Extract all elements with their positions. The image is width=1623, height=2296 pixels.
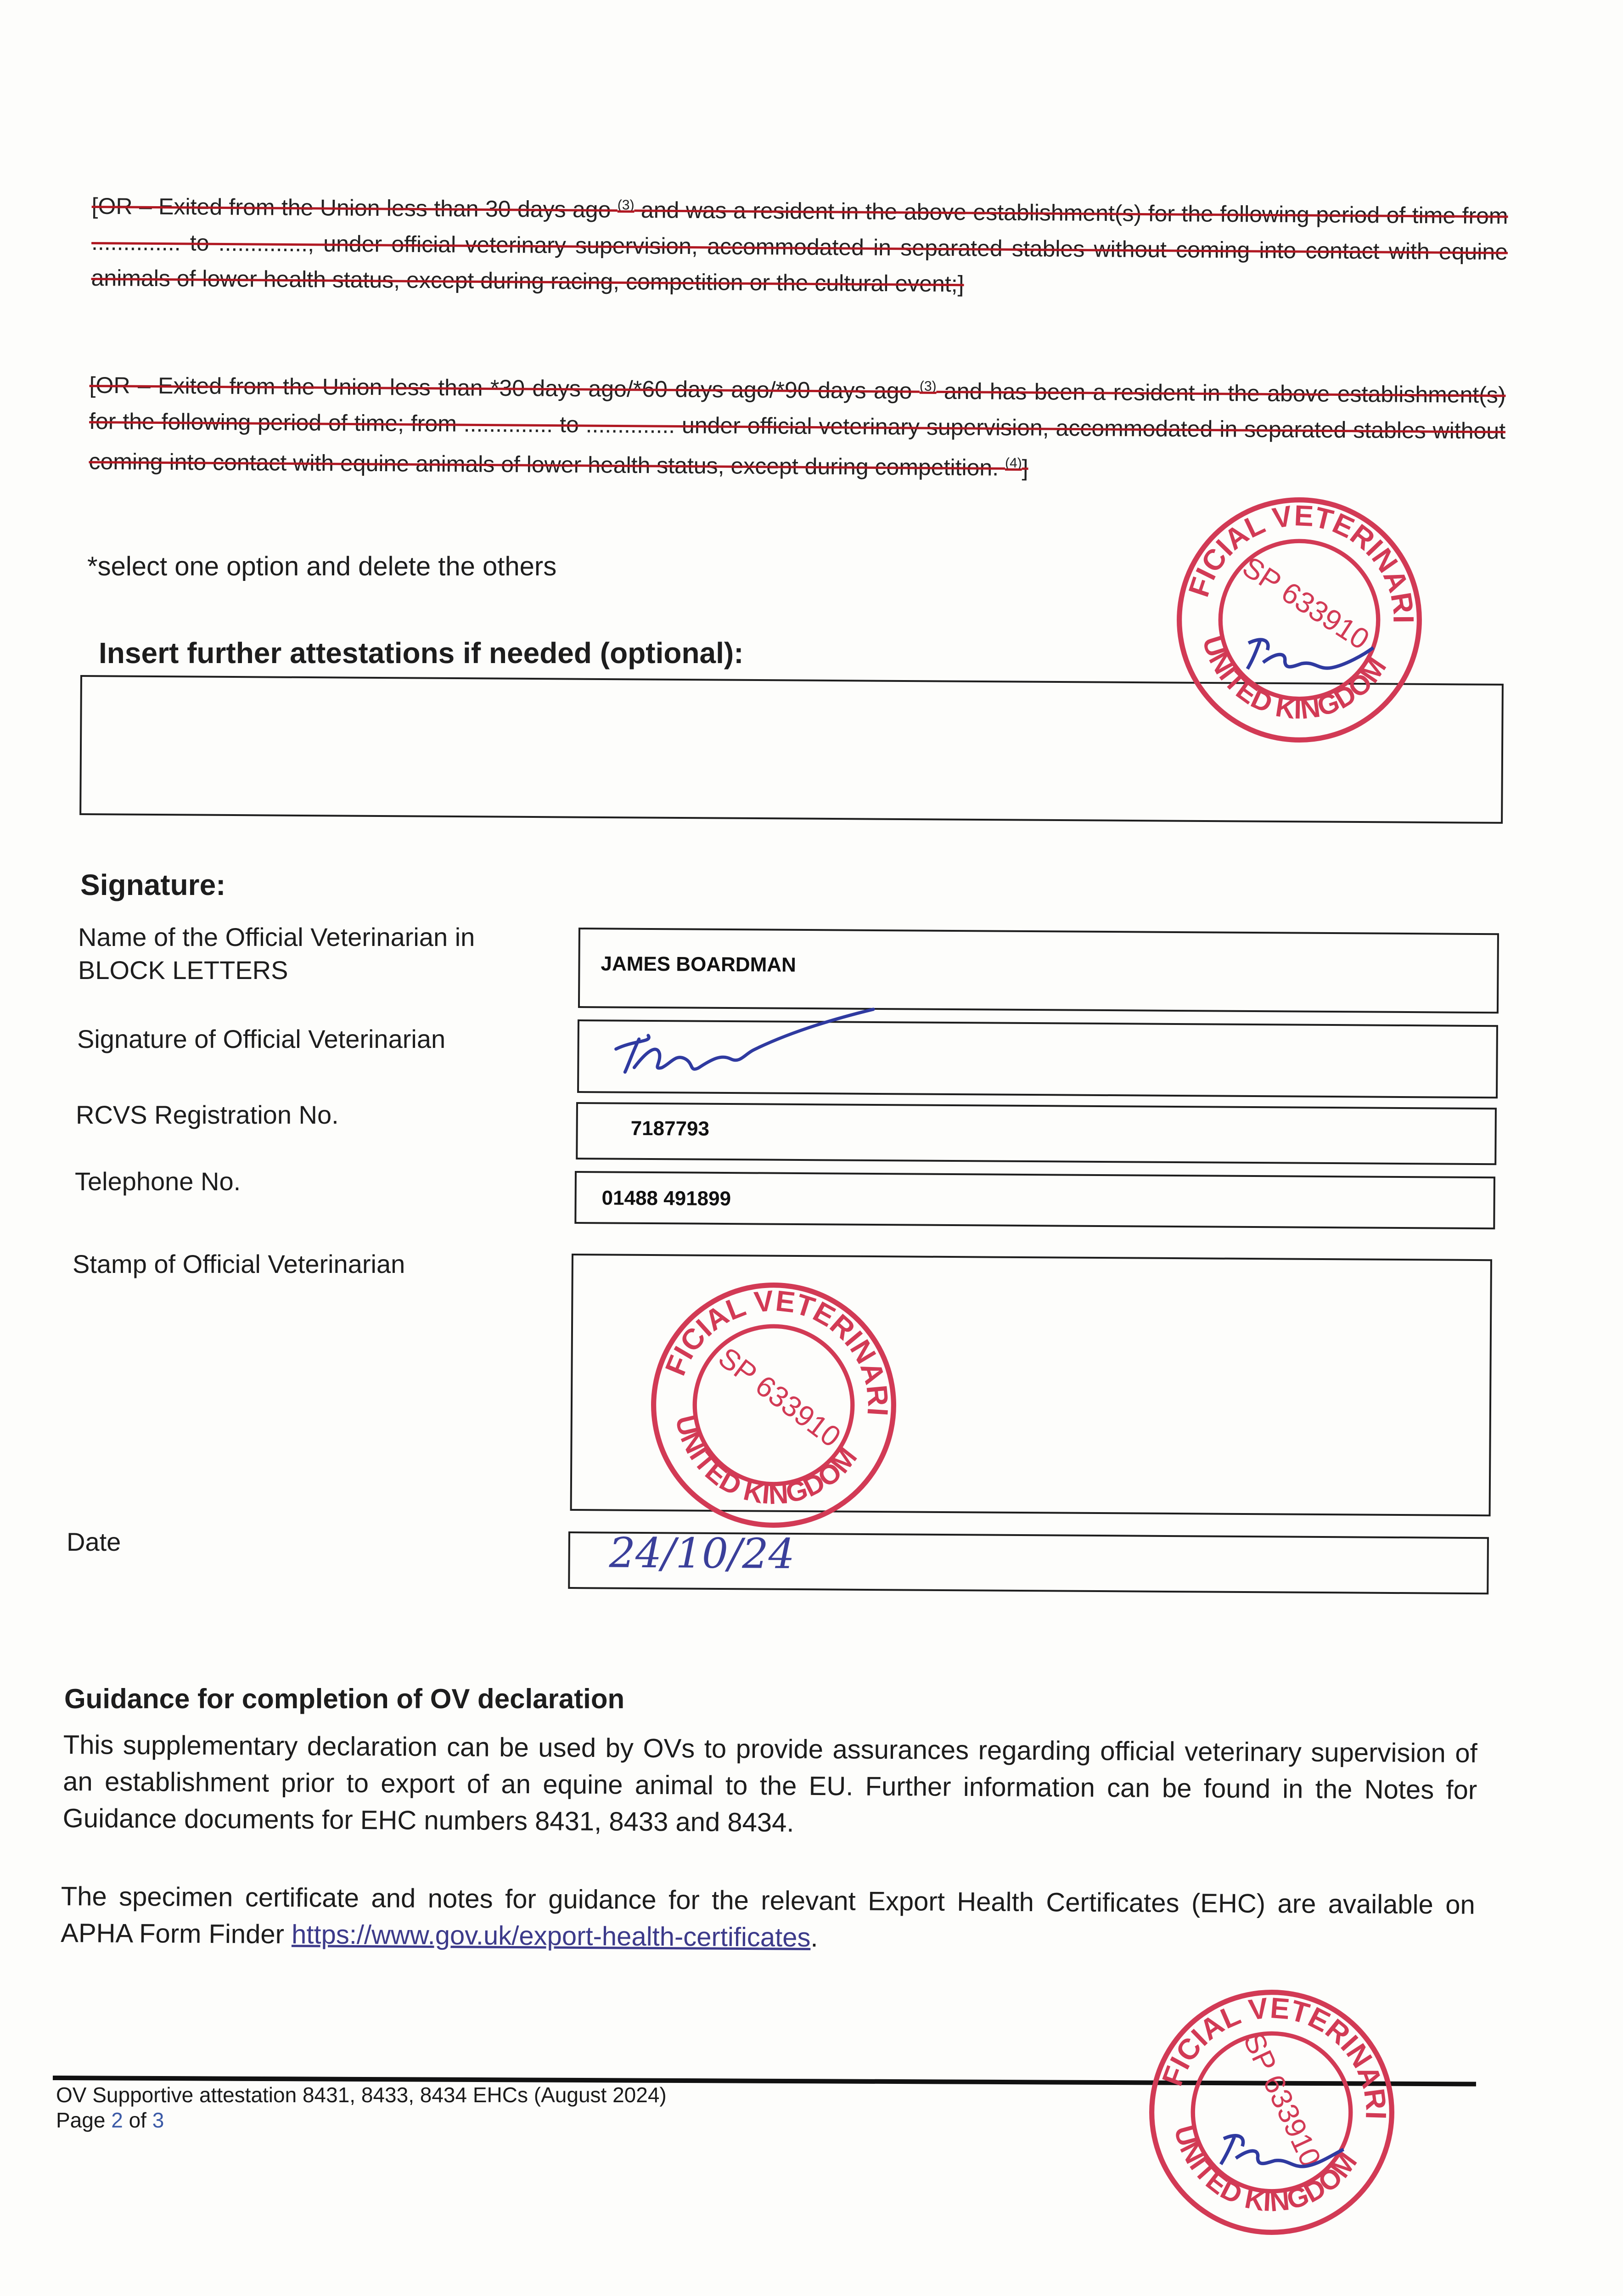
stamp-number: SP 633910 — [1237, 2028, 1327, 2172]
option-a-paragraph: [OR – Exited from the Union less than 30 days ago $^{(3)}$ and was a resident in the above establishment(s) for the following period of time from .............. to .............., under official veterinary supervision, accommodated in separated stables without coming into contact with equine animals of lower health status, except during racing, competition or the cultural event;] — [91, 193, 1508, 297]
footer-title: OV Supportive attestation 8431, 8433, 8434 EHCs (August 2024) — [56, 2083, 667, 2107]
date-value: 24/10/24 — [609, 1529, 795, 1579]
select-option-note: *select one option and delete the others — [87, 551, 557, 581]
signature-heading: Signature: — [80, 868, 226, 901]
ov-signature-label: Signature of Official Veterinarian — [77, 1024, 446, 1053]
stamp-bottom-text: UNITED KINGDOM — [1196, 632, 1393, 725]
handwritten-signature — [607, 998, 892, 1092]
ov-name-value: JAMES BOARDMAN — [601, 952, 797, 976]
rcvs-field[interactable] — [576, 1102, 1497, 1165]
rcvs-label: RCVS Registration No. — [76, 1100, 339, 1129]
guidance-paragraph-1: This supplementary declaration can be used by OVs to provide assurances regarding official veterinary supervision of an establishment prior to export of an equine animal to the EU. Further information can be found in the Notes for Guidance documents for EHC numbers 8431, 8433 and 8434. — [62, 1729, 1477, 1838]
stamp-top-text: OFFICIAL VETERINARIAN — [1182, 500, 1420, 624]
ov-signature-field[interactable] — [577, 1019, 1498, 1098]
stamp-number: SP 633910 — [712, 1341, 847, 1454]
option-b-paragraph: [OR – Exited from the Union less than *30 days ago/*60 days ago/*90 days ago $^{(3)}$ and has been a resident in the above establishment(s) for the following period of time; from .............. to .............. under official veterinary supervision, accommodated in separated stables without coming into contact with equine animals of lower health status, except during competition. $^{(4)}$] — [89, 372, 1506, 481]
stamp-top-text: OFFICIAL VETERINARIAN — [659, 1284, 894, 1417]
official-veterinarian-stamp-footer — [1123, 1964, 1421, 2262]
stamp-top-text: OFFICIAL VETERINARIAN — [1156, 1992, 1393, 2120]
rcvs-value: 7187793 — [630, 1117, 710, 1140]
official-veterinarian-stamp-top — [1150, 474, 1449, 765]
guidance-heading: Guidance for completion of OV declaration — [64, 1683, 625, 1714]
stamp-label: Stamp of Official Veterinarian — [73, 1249, 405, 1278]
ehc-link[interactable]: https://www.gov.uk/export-health-certificates — [291, 1919, 811, 1953]
footer-page-number: Page 2 of 3 — [56, 2108, 164, 2132]
stamp-bottom-text: UNITED KINGDOM — [669, 1412, 863, 1510]
stamp-bottom-text: UNITED KINGDOM — [1168, 2122, 1363, 2217]
official-veterinarian-stamp-box — [617, 1252, 931, 1559]
telephone-value: 01488 491899 — [601, 1187, 731, 1210]
date-label: Date — [67, 1527, 121, 1556]
ov-name-label: Name of the Official Veterinarian in BLOCK LETTERS — [78, 923, 475, 985]
guidance-paragraph-2: The specimen certificate and notes for guidance for the relevant Export Health Certificates (EHC) are available on APHA Form Finder https://www.gov.uk/export-health-certificates. — [61, 1881, 1475, 1953]
date-field[interactable] — [568, 1531, 1489, 1594]
telephone-field[interactable] — [574, 1171, 1495, 1229]
telephone-label: Telephone No. — [75, 1167, 241, 1196]
further-attestations-heading: Insert further attestations if needed (optional): — [99, 636, 744, 670]
stamp-number: SP 633910 — [1236, 551, 1375, 656]
